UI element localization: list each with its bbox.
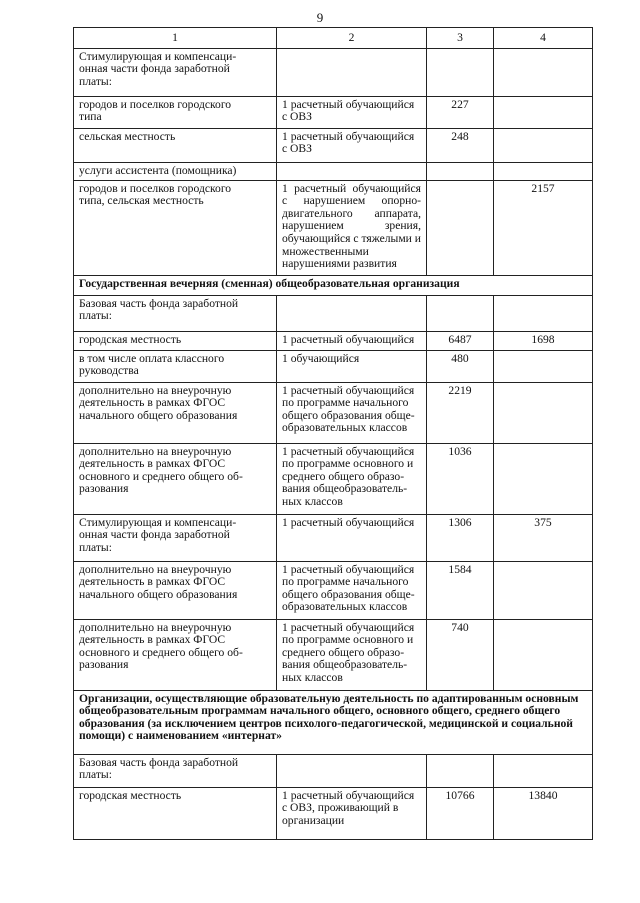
table-row — [74, 619, 593, 690]
unit-cell: 1 расчетный обучающийся — [277, 331, 427, 350]
indicator-cell: городская местность — [74, 787, 277, 839]
table-row — [74, 561, 593, 619]
value-cell — [427, 295, 494, 331]
unit-cell — [277, 754, 427, 787]
value-cell: 1698 — [494, 331, 593, 350]
indicator-cell: дополнительно на внеурочную деятельность в рамках ФГОС начального общего образования — [74, 382, 277, 443]
table-row — [74, 331, 593, 350]
column-number-3: 3 — [427, 28, 494, 49]
section-heading: Государственная вечерняя (сменная) общеобразовательная организация — [74, 275, 593, 295]
indicator-cell: городов и поселков городского типа, сельская местность — [74, 180, 277, 275]
indicator-cell: Базовая часть фонда заработной платы: — [74, 754, 277, 787]
value-cell: 13840 — [494, 787, 593, 839]
value-cell: 1036 — [427, 443, 494, 514]
column-number-row — [74, 28, 593, 49]
value-cell — [494, 443, 593, 514]
indicator-cell: городов и поселков городского типа — [74, 96, 277, 128]
unit-cell: 1 расчетный обучающийся с ОВЗ, проживающий в организации — [277, 787, 427, 839]
unit-cell: 1 расчетный обучающийся по программе основного и среднего общего образо- вания общеобразователь- ных классов — [277, 619, 427, 690]
table-row — [74, 350, 593, 382]
value-cell — [494, 561, 593, 619]
unit-cell — [277, 48, 427, 96]
column-number-4: 4 — [494, 28, 593, 49]
indicator-cell: дополнительно на внеурочную деятельность в рамках ФГОС начального общего образования — [74, 561, 277, 619]
indicator-cell: Стимулирующая и компенсаци- онная части фонда заработной платы: — [74, 48, 277, 96]
value-cell: 2219 — [427, 382, 494, 443]
table-body — [74, 28, 593, 840]
value-cell: 1306 — [427, 514, 494, 561]
table-row — [74, 128, 593, 162]
table-row — [74, 754, 593, 787]
indicator-cell: услуги ассистента (помощника) — [74, 162, 277, 180]
indicator-cell: Стимулирующая и компенсаци- онная части фонда заработной платы: — [74, 514, 277, 561]
unit-cell: 1 расчетный обучающийся по программе начального общего образования обще- образовательных классов — [277, 561, 427, 619]
value-cell — [427, 754, 494, 787]
column-number-1: 1 — [74, 28, 277, 49]
value-cell — [494, 350, 593, 382]
table-row — [74, 48, 593, 96]
indicator-cell: в том числе оплата классного руководства — [74, 350, 277, 382]
value-cell — [494, 128, 593, 162]
value-cell — [494, 295, 593, 331]
value-cell: 2157 — [494, 180, 593, 275]
value-cell: 227 — [427, 96, 494, 128]
table-row — [74, 180, 593, 275]
value-cell: 1584 — [427, 561, 494, 619]
value-cell — [494, 754, 593, 787]
value-cell: 740 — [427, 619, 494, 690]
value-cell: 248 — [427, 128, 494, 162]
value-cell — [427, 180, 494, 275]
unit-cell — [277, 295, 427, 331]
indicator-cell: городская местность — [74, 331, 277, 350]
value-cell — [494, 619, 593, 690]
indicator-cell: дополнительно на внеурочную деятельность в рамках ФГОС основного и среднего общего об- разования — [74, 443, 277, 514]
section-heading-row — [74, 275, 593, 295]
page-number: 9 — [316, 10, 324, 25]
value-cell: 6487 — [427, 331, 494, 350]
table-row — [74, 295, 593, 331]
unit-cell: 1 расчетный обучающийся по программе начального общего образования обще- образовательных классов — [277, 382, 427, 443]
table-row — [74, 382, 593, 443]
indicator-cell: Базовая часть фонда заработной платы: — [74, 295, 277, 331]
value-cell — [494, 382, 593, 443]
table-row — [74, 96, 593, 128]
value-cell — [427, 48, 494, 96]
unit-cell: 1 расчетный обучающийся — [277, 514, 427, 561]
indicator-cell: дополнительно на внеурочную деятельность в рамках ФГОС основного и среднего общего об- разования — [74, 619, 277, 690]
tariff-table — [73, 27, 593, 840]
table-row — [74, 162, 593, 180]
value-cell — [494, 96, 593, 128]
section-heading: Организации, осуществляющие образовательную деятельность по адаптированным основным общеобразовательным программам начального общего, основного общего, среднего общего образования (за исключением центров психолого-педагогической, медицинской и социальной помощи) с наименованием «интернат» — [74, 690, 593, 754]
value-cell — [427, 162, 494, 180]
unit-cell: 1 расчетный обучающийся с ОВЗ — [277, 128, 427, 162]
unit-cell: 1 расчетный обучающийся с нарушением опорно-двигательного аппарата, нарушением зрения, обучающийся с тяжелыми и множественными нарушениями развития — [277, 180, 427, 275]
value-cell: 375 — [494, 514, 593, 561]
unit-cell — [277, 162, 427, 180]
indicator-cell: сельская местность — [74, 128, 277, 162]
unit-cell: 1 расчетный обучающийся по программе основного и среднего общего образо- вания общеобразователь- ных классов — [277, 443, 427, 514]
value-cell — [494, 48, 593, 96]
unit-cell: 1 обучающийся — [277, 350, 427, 382]
table-row — [74, 787, 593, 839]
value-cell — [494, 162, 593, 180]
unit-cell: 1 расчетный обучающийся с ОВЗ — [277, 96, 427, 128]
value-cell: 480 — [427, 350, 494, 382]
section-heading-row — [74, 690, 593, 754]
value-cell: 10766 — [427, 787, 494, 839]
table-row — [74, 514, 593, 561]
table-row — [74, 443, 593, 514]
column-number-2: 2 — [277, 28, 427, 49]
